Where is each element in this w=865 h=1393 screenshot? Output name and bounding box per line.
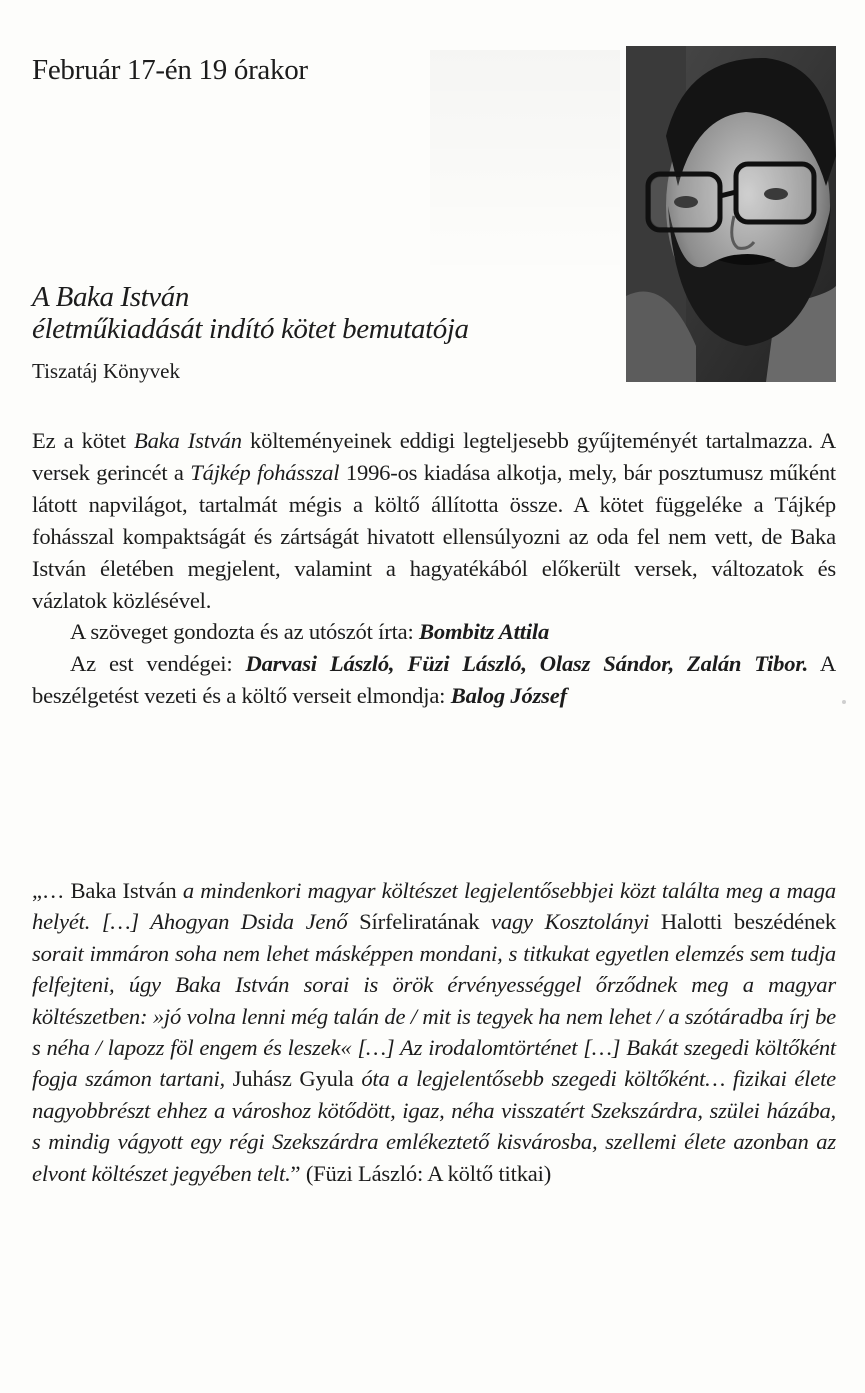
text-run: Juhász Gyula	[232, 1066, 354, 1092]
text-run: Baka István	[134, 428, 242, 453]
quote-paragraph	[32, 875, 836, 1189]
text-run: Halotti beszédének	[660, 909, 837, 935]
event-title-line-2: életműkiadását indító kötet bemutatója	[32, 313, 469, 345]
event-title	[32, 281, 622, 345]
text-run: Sírfeliratának	[359, 909, 480, 935]
text-run: A beszélgetést vezeti és a költő verseit elmondja:	[32, 651, 836, 709]
event-description	[32, 425, 836, 712]
text-run: óta a legjelentősebb szegedi költőként… fizikai élete nagyobbrészt ehhez a városhoz kötődött, igaz, néha visszatért Szekszárdra, szülei házába, s mindig vágyott egy régi Szekszárdra emlékeztető kisvárosba, szellemi élete azonban az elvont költészet jegyében telt.	[32, 1066, 836, 1186]
bleed-through-shadow	[430, 50, 620, 280]
text-run: „… Baka István	[32, 878, 183, 903]
text-run: ” (Füzi László: A költő titkai)	[290, 1160, 552, 1186]
text-run: költeményeinek eddigi legteljesebb gyűjteményét tartalmazza. A versek gerincét a	[32, 428, 837, 485]
editor-credit	[32, 616, 836, 648]
author-portrait-icon	[626, 46, 836, 382]
portrait-image	[626, 46, 836, 382]
text-run: a mindenkori magyar költészet legjelentősebbjei közt találta meg a maga helyét. […] Ahogyan Dsida Jenő	[32, 878, 836, 935]
text-run: Ez a kötet	[32, 428, 134, 453]
paper-speck	[842, 700, 846, 704]
text-run: Az est vendégei:	[70, 651, 246, 677]
text-run: Darvasi László, Füzi László, Olasz Sándor, Zalán Tibor.	[245, 651, 809, 677]
guests-paragraph	[32, 648, 836, 712]
description-paragraph	[32, 425, 836, 616]
text-run: 1996-os kiadása alkotja, mely, bár posztumusz műként látott napvilágot, tartalmát mégis a költő állította össze. A kötet függeléke a Tájkép fohásszal kompaktságát és zártságát hivatott ellensúlyozni az oda fel nem vett, de Baka István életében megjelent, valamint a hagyatékából előkerült versek, változatok és vázlatok közlésével.	[32, 459, 836, 613]
event-date: Február 17-én 19 órakor	[32, 54, 308, 86]
event-title-line-1: A Baka István	[32, 281, 189, 313]
text-run: Tájkép fohásszal	[190, 459, 340, 485]
text-run: sorait immáron soha nem lehet másképpen mondani, s titkukat egyetlen elemzés sem tudja felfejteni, úgy Baka István sorai is örök érvényességgel őrződnek meg a magyar költészetben: »jó volna lenni még talán de / mit is tegyek ha nem lehet / a szótáradba írj be s néha / lapozz föl engem és leszek« […] Az irodalomtörténet […] Bakát szegedi költőként fogja számon tartani,	[32, 940, 836, 1092]
publisher-name: Tiszatáj Könyvek	[32, 359, 180, 383]
text-run: vagy Kosztolányi	[479, 909, 661, 935]
review-quote	[32, 875, 836, 1189]
text-run: Bombitz Attila	[419, 619, 550, 645]
text-run: A szöveget gondozta és az utószót írta:	[70, 619, 419, 645]
text-run: Balog József	[450, 683, 567, 709]
